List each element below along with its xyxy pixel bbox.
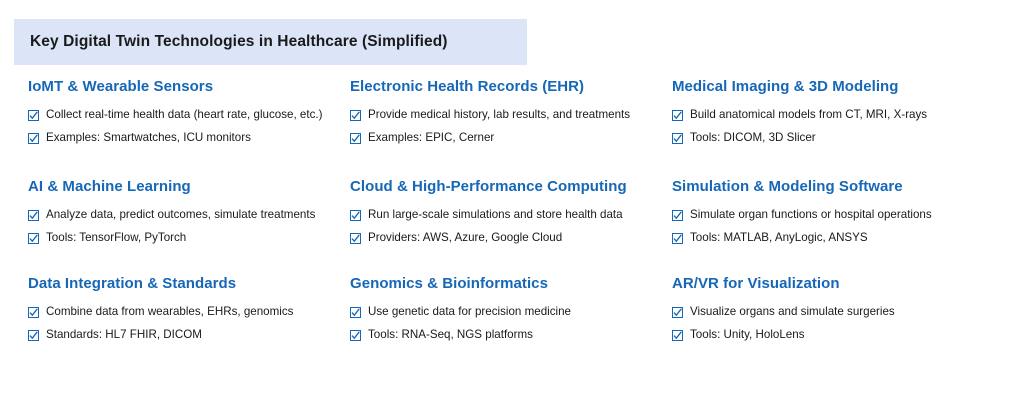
list-item: [350, 131, 658, 145]
title-banner: [14, 19, 527, 65]
section-title: IoMT & Wearable Sensors: [28, 78, 214, 95]
checkbox-icon: [28, 233, 39, 244]
section-card-electronic-health-records: [350, 78, 672, 178]
list-item: [350, 208, 658, 222]
list-item: [672, 131, 1018, 145]
section-title: Genomics & Bioinformatics: [350, 275, 548, 292]
list-item: [28, 305, 336, 319]
list-item-text: Tools: MATLAB, AnyLogic, ANSYS: [690, 231, 868, 245]
section-title: Simulation & Modeling Software: [672, 178, 903, 195]
section-title: Cloud & High-Performance Computing: [350, 178, 627, 195]
checkbox-icon: [350, 133, 361, 144]
page-title: Key Digital Twin Technologies in Healthcare (Simplified): [30, 33, 448, 50]
technology-grid: [0, 78, 1024, 375]
list-item-text: Tools: Unity, HoloLens: [690, 328, 805, 342]
checkbox-icon: [672, 330, 683, 341]
section-card-data-integration-standards: [28, 275, 350, 375]
list-item: [28, 328, 336, 342]
checkbox-icon: [350, 330, 361, 341]
list-item: [28, 131, 336, 145]
checkbox-icon: [350, 307, 361, 318]
section-title: AI & Machine Learning: [28, 178, 191, 195]
list-item-text: Visualize organs and simulate surgeries: [690, 305, 895, 318]
list-item: [350, 108, 658, 122]
list-item: [672, 305, 1018, 319]
list-item-text: Providers: AWS, Azure, Google Cloud: [368, 231, 563, 245]
section-card-iomt-wearable-sensors: [28, 78, 350, 178]
list-item-text: Tools: DICOM, 3D Slicer: [690, 131, 816, 145]
section-card-genomics-bioinformatics: [350, 275, 672, 375]
list-item-text: Tools: RNA-Seq, NGS platforms: [368, 328, 533, 342]
checkbox-icon: [28, 307, 39, 318]
section-title: Data Integration & Standards: [28, 275, 237, 292]
checkbox-icon: [28, 110, 39, 121]
checkbox-icon: [28, 210, 39, 221]
checkbox-icon: [28, 133, 39, 144]
checkbox-icon: [350, 210, 361, 221]
list-item-text: Examples: EPIC, Cerner: [368, 131, 495, 145]
checkbox-icon: [672, 307, 683, 318]
section-card-simulation-modeling-software: [672, 178, 1024, 275]
checkbox-icon: [672, 133, 683, 144]
section-title: Medical Imaging & 3D Modeling: [672, 78, 899, 95]
checkbox-icon: [350, 233, 361, 244]
list-item-text: Analyze data, predict outcomes, simulate treatments: [46, 208, 316, 221]
section-card-cloud-high-performance-computing: [350, 178, 672, 275]
list-item-text: Provide medical history, lab results, and treatments: [368, 108, 631, 121]
list-item: [350, 305, 658, 319]
list-item: [28, 208, 336, 222]
section-title: AR/VR for Visualization: [672, 275, 840, 292]
list-item: [28, 231, 336, 245]
checkbox-icon: [28, 330, 39, 341]
list-item-text: Standards: HL7 FHIR, DICOM: [46, 328, 202, 342]
checkbox-icon: [672, 233, 683, 244]
section-card-medical-imaging-3d-modeling: [672, 78, 1024, 178]
list-item-text: Simulate organ functions or hospital operations: [690, 208, 932, 221]
list-item: [672, 231, 1018, 245]
list-item: [672, 108, 1018, 122]
list-item-text: Use genetic data for precision medicine: [368, 305, 571, 318]
section-title: Electronic Health Records (EHR): [350, 78, 585, 95]
checkbox-icon: [672, 210, 683, 221]
checkbox-icon: [350, 110, 361, 121]
list-item-text: Examples: Smartwatches, ICU monitors: [46, 131, 251, 145]
list-item-text: Run large-scale simulations and store health data: [368, 208, 623, 221]
list-item: [672, 208, 1018, 222]
checkbox-icon: [672, 110, 683, 121]
list-item: [350, 328, 658, 342]
list-item: [28, 108, 336, 122]
section-card-ai-machine-learning: [28, 178, 350, 275]
list-item-text: Tools: TensorFlow, PyTorch: [46, 231, 187, 245]
section-card-ar-vr-visualization: [672, 275, 1024, 375]
list-item-text: Build anatomical models from CT, MRI, X-rays: [690, 108, 928, 121]
list-item-text: Combine data from wearables, EHRs, genomics: [46, 305, 294, 318]
list-item: [672, 328, 1018, 342]
list-item-text: Collect real-time health data (heart rate, glucose, etc.): [46, 108, 323, 121]
list-item: [350, 231, 658, 245]
